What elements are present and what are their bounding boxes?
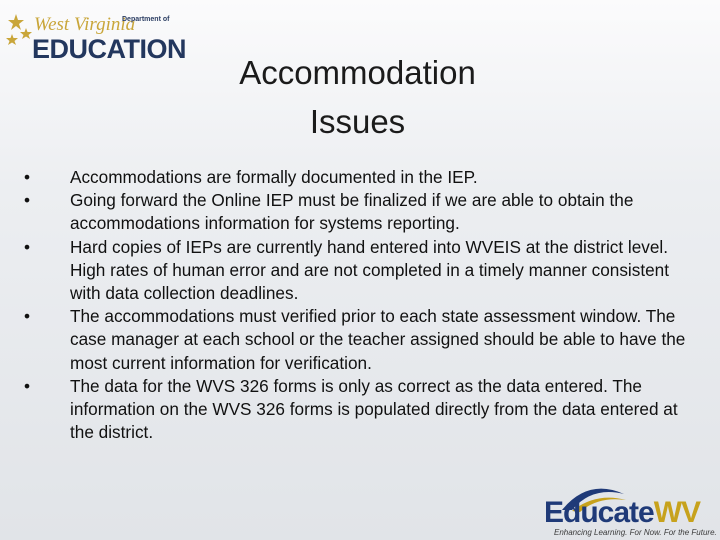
wv-logo-main-text: EDUCATION: [32, 34, 186, 64]
bullet-item: [18, 236, 698, 306]
bullet-text: The accommodations must verified prior to each state assessment window. The case manager at each school or the teacher assigned should be able to have the most current information for verification.: [70, 306, 686, 373]
educate-wv-logo: [536, 484, 720, 540]
star-icon: [4, 10, 34, 60]
title-line-1: Accommodation: [239, 54, 476, 91]
educate-wv-tagline: Enhancing Learning. For Now. For the Future.: [554, 528, 717, 537]
title-line-2: Issues: [309, 103, 406, 140]
bullet-item: [18, 305, 698, 375]
educate-wv-wordmark: [544, 496, 700, 530]
slide-title: [180, 48, 535, 146]
bullet-list: [18, 166, 698, 444]
wordmark-part-2: WV: [653, 496, 701, 529]
bullet-glyph: •: [24, 236, 31, 257]
bullet-glyph: •: [24, 306, 31, 327]
bullet-glyph: •: [24, 375, 31, 396]
bullet-text: Hard copies of IEPs are currently hand entered into WVEIS at the district level. High rates of human error and are not completed in a timely manner consistent with data collection deadlines.: [70, 236, 670, 304]
wv-logo-script-text: West Virginia: [34, 14, 136, 35]
bullet-item: [18, 189, 698, 235]
wv-education-logo: [4, 6, 186, 64]
bullet-text: Accommodations are formally documented in the IEP.: [70, 167, 478, 187]
bullet-text: Going forward the Online IEP must be finalized if we are able to obtain the accommodations information for systems reporting.: [70, 190, 634, 234]
bullet-item: [18, 375, 698, 445]
wv-logo-dept-text: Department of: [122, 16, 170, 23]
bullet-item: [18, 166, 698, 189]
wordmark-part-1: Educate: [544, 496, 654, 529]
bullet-glyph: •: [24, 167, 31, 187]
bullet-text: The data for the WVS 326 forms is only as correct as the data entered. The information on the WVS 326 forms is populated directly from the data entered at the district.: [70, 375, 678, 443]
bullet-glyph: •: [24, 190, 31, 211]
